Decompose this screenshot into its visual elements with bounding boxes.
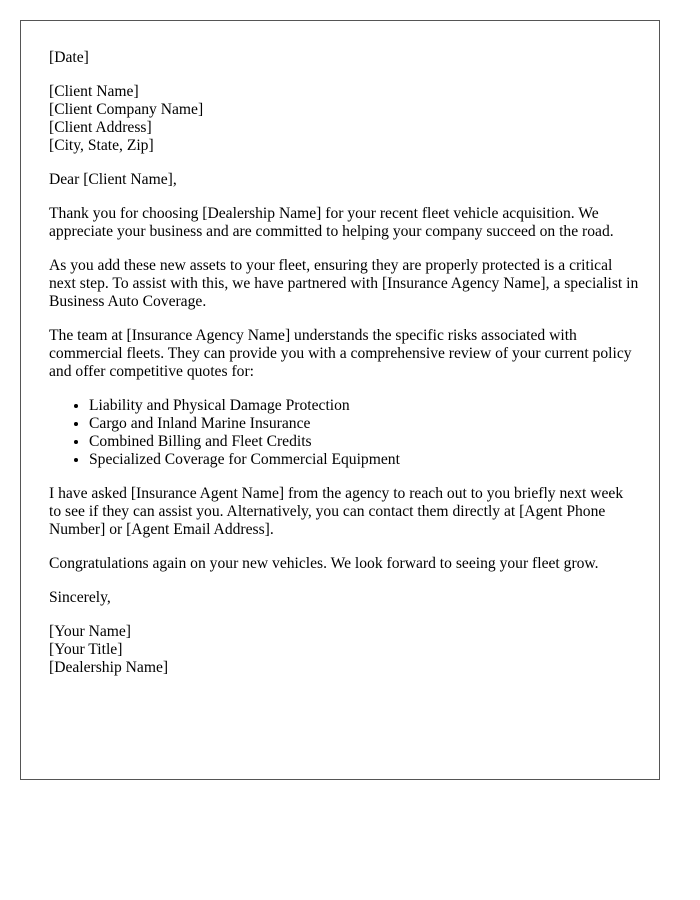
coverage-list-item: • Combined Billing and Fleet Credits: [89, 433, 639, 451]
closing: Sincerely,: [49, 589, 111, 606]
recipient-company: [Client Company Name]: [49, 101, 204, 118]
salutation: Dear [Client Name],: [49, 171, 177, 188]
coverage-list-item: • Liability and Physical Damage Protection: [89, 397, 639, 415]
recipient-name: [Client Name]: [49, 83, 139, 100]
body-paragraph: The team at [Insurance Agency Name] understands the specific risks associated with commercial fleets. They can provide you with a comprehensive review of your current policy and offer competitive quotes for:: [49, 327, 632, 380]
letter-date: [Date]: [49, 49, 89, 66]
letter-page: [20, 20, 660, 780]
coverage-list-item: • Cargo and Inland Marine Insurance: [89, 415, 639, 433]
body-paragraph: As you add these new assets to your fleet, ensuring they are properly protected is a critical next step. To assist with this, we have partnered with [Insurance Agency Name], a specialist in Business Auto Coverage.: [49, 257, 639, 310]
recipient-city-state-zip: [City, State, Zip]: [49, 137, 154, 154]
recipient-address-block: [49, 83, 639, 155]
signer-dealership: [Dealership Name]: [49, 659, 169, 676]
signature-block: [49, 623, 639, 677]
letter-body: [49, 49, 639, 693]
signer-title: [Your Title]: [49, 641, 123, 658]
coverage-list: [49, 397, 639, 469]
body-paragraph: I have asked [Insurance Agent Name] from the agency to reach out to you briefly next week to see if they can assist you. Alternatively, you can contact them directly at [Agent Phone Number] or [Agent Email Address].: [49, 485, 624, 538]
coverage-list-item: • Specialized Coverage for Commercial Equipment: [89, 451, 639, 469]
recipient-address: [Client Address]: [49, 119, 152, 136]
signer-name: [Your Name]: [49, 623, 132, 640]
body-paragraph: Congratulations again on your new vehicles. We look forward to seeing your fleet grow.: [49, 555, 599, 572]
body-paragraph: Thank you for choosing [Dealership Name] for your recent fleet vehicle acquisition. We appreciate your business and are committed to helping your company succeed on the road.: [49, 205, 614, 240]
